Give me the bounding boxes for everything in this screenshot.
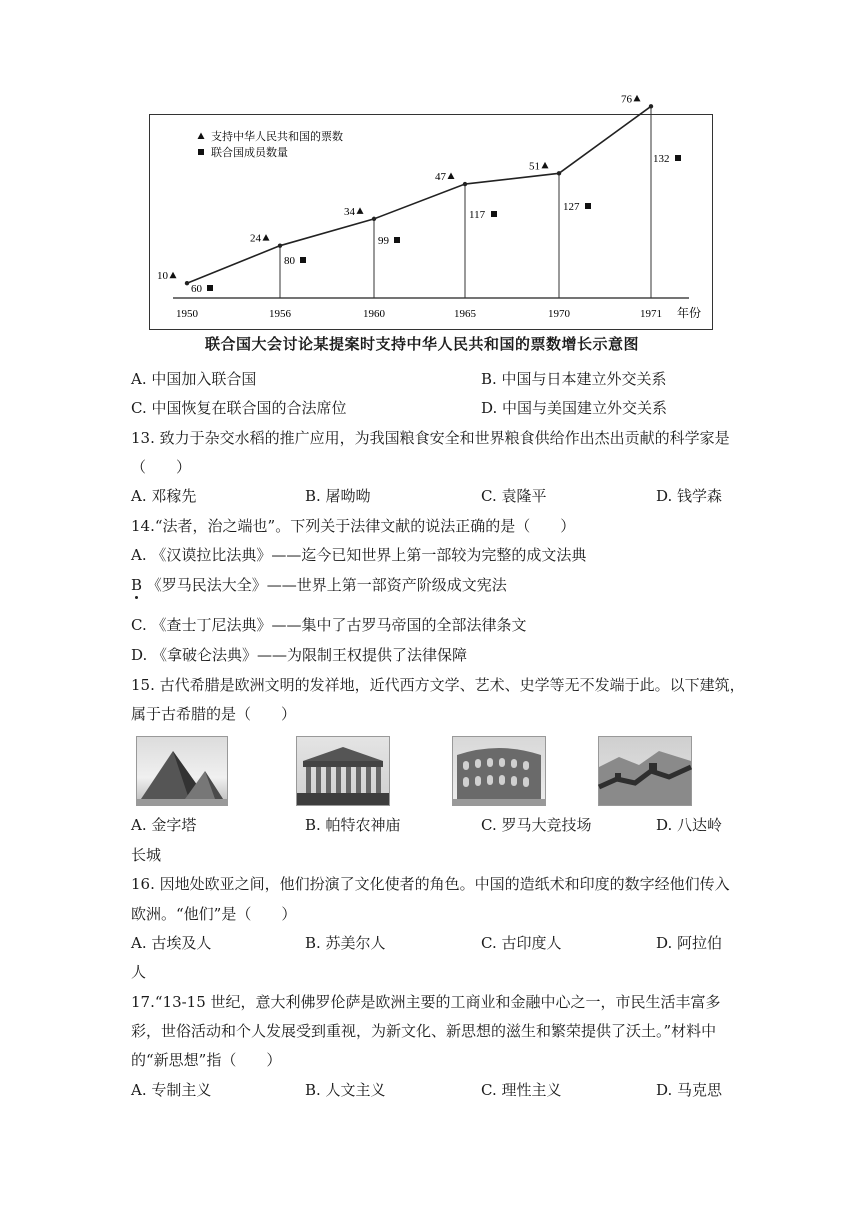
q14-option-b: B 《罗马民法大全》——世界上第一部资产阶级成文宪法	[131, 576, 507, 594]
q15-option-b: B. 帕特农神庙	[305, 816, 401, 834]
q16-option-c: C. 古印度人	[481, 934, 562, 952]
legend-members-label: 联合国成员数量	[210, 145, 288, 159]
q15-option-d-continued: 长城	[131, 846, 162, 864]
q12-option-d: D. 中国与美国建立外交关系	[481, 399, 668, 417]
x-tick-label: 1970	[547, 307, 570, 320]
square-marker	[491, 211, 497, 217]
chart-caption: 联合国大会讨论某提案时支持中华人民共和国的票数增长示意图	[205, 335, 640, 353]
q14-stem: 14.“法者，治之端也”。下列关于法律文献的说法正确的是（ ）	[131, 517, 576, 535]
q16-stem-line2: 欧洲。“他们”是（ ）	[131, 905, 297, 923]
q13-option-b: B. 屠呦呦	[305, 487, 371, 505]
data-point	[277, 243, 281, 247]
x-tick-label: 1971	[639, 307, 662, 320]
pyramid-photo	[136, 736, 228, 806]
triangle-marker	[541, 161, 548, 168]
q15-option-a: A. 金字塔	[131, 816, 197, 834]
data-point	[556, 171, 560, 175]
member-data-label: 132	[652, 152, 669, 165]
vote-growth-chart	[149, 92, 713, 330]
data-point	[184, 281, 188, 285]
great-wall-illustration	[599, 737, 691, 805]
x-axis-label: 年份	[676, 305, 701, 320]
member-data-label: 80	[283, 254, 295, 267]
triangle-marker	[356, 207, 363, 214]
vote-data-label: 24	[249, 232, 261, 245]
q16-stem-line1: 16. 因地处欧亚之间，他们扮演了文化使者的角色。中国的造纸术和印度的数字经他们传入	[131, 875, 730, 893]
q15-stem-line1: 15. 古代希腊是欧洲文明的发祥地，近代西方文学、艺术、史学等无不发端于此。以下建筑，	[131, 676, 745, 694]
q14-option-d: D. 《拿破仑法典》——为限制王权提供了法律保障	[131, 646, 468, 664]
data-point	[462, 181, 466, 185]
q17-option-b: B. 人文主义	[305, 1081, 386, 1099]
q12-option-c: C. 中国恢复在联合国的合法席位	[131, 399, 347, 417]
q13-stem-line2: （ ）	[131, 458, 192, 476]
q17-option-c: C. 理性主义	[481, 1081, 562, 1099]
member-data-label: 99	[377, 234, 389, 247]
legend-triangle-marker	[197, 132, 204, 139]
legend-votes-label: 支持中华人民共和国的票数	[210, 129, 343, 143]
pyramid-illustration	[137, 737, 227, 805]
q17-stem-line3: 的“新思想”指（ ）	[131, 1051, 282, 1069]
q16-option-d: D. 阿拉伯	[656, 934, 723, 952]
q15-option-c: C. 罗马大竞技场	[481, 816, 592, 834]
member-data-label: 117	[468, 208, 485, 221]
q17-stem-line2: 彩，世俗活动和个人发展受到重视，为新文化、新思想的滋生和繁荣提供了沃土。”材料中	[131, 1022, 717, 1040]
data-point	[648, 104, 652, 108]
colosseum-illustration	[453, 737, 545, 805]
square-marker	[207, 285, 213, 291]
great-wall-photo	[598, 736, 692, 806]
q15-option-d: D. 八达岭	[656, 816, 723, 834]
q17-option-a: A. 专制主义	[131, 1081, 212, 1099]
x-tick-label: 1950	[175, 307, 198, 320]
q12-option-a: A. 中国加入联合国	[131, 370, 257, 388]
x-tick-label: 1965	[453, 307, 476, 320]
member-data-label: 127	[562, 200, 579, 213]
q13-option-d: D. 钱学森	[656, 487, 723, 505]
q13-option-c: C. 袁隆平	[481, 487, 547, 505]
q13-stem-line1: 13. 致力于杂交水稻的推广应用，为我国粮食安全和世界粮食供给作出杰出贡献的科学家是	[131, 429, 730, 447]
member-data-label: 60	[190, 282, 202, 295]
stray-dot	[135, 596, 138, 599]
x-tick-label: 1956	[268, 307, 291, 320]
vote-data-label: 10	[156, 269, 168, 282]
colosseum-photo	[452, 736, 546, 806]
square-marker	[394, 237, 400, 243]
parthenon-photo	[296, 736, 390, 806]
q12-option-b: B. 中国与日本建立外交关系	[481, 370, 667, 388]
parthenon-illustration	[297, 737, 389, 805]
triangle-marker	[262, 234, 269, 241]
q14-option-c: C. 《查士丁尼法典》——集中了古罗马帝国的全部法律条文	[131, 616, 527, 634]
q13-option-a: A. 邓稼先	[131, 487, 197, 505]
vote-data-label: 76	[620, 92, 632, 105]
triangle-marker	[169, 271, 176, 278]
legend-square-marker	[198, 149, 204, 155]
data-point	[371, 216, 375, 220]
square-marker	[585, 203, 591, 209]
vote-data-label: 51	[528, 159, 540, 172]
triangle-marker	[633, 94, 640, 101]
vote-data-label: 47	[434, 170, 446, 183]
q16-option-d-continued: 人	[131, 963, 147, 981]
square-marker	[675, 155, 681, 161]
triangle-marker	[447, 172, 454, 179]
q16-option-a: A. 古埃及人	[131, 934, 212, 952]
chart-svg	[149, 92, 713, 330]
vote-data-label: 34	[343, 205, 355, 218]
q17-option-d: D. 马克思	[656, 1081, 723, 1099]
q16-option-b: B. 苏美尔人	[305, 934, 386, 952]
q17-stem-line1: 17.“13-15 世纪，意大利佛罗伦萨是欧洲主要的工商业和金融中心之一，市民生活丰富多	[131, 993, 721, 1011]
x-tick-label: 1960	[362, 307, 385, 320]
square-marker	[300, 257, 306, 263]
q14-option-a: A. 《汉谟拉比法典》——迄今已知世界上第一部较为完整的成文法典	[131, 546, 587, 564]
q15-stem-line2: 属于古希腊的是（ ）	[131, 705, 297, 723]
